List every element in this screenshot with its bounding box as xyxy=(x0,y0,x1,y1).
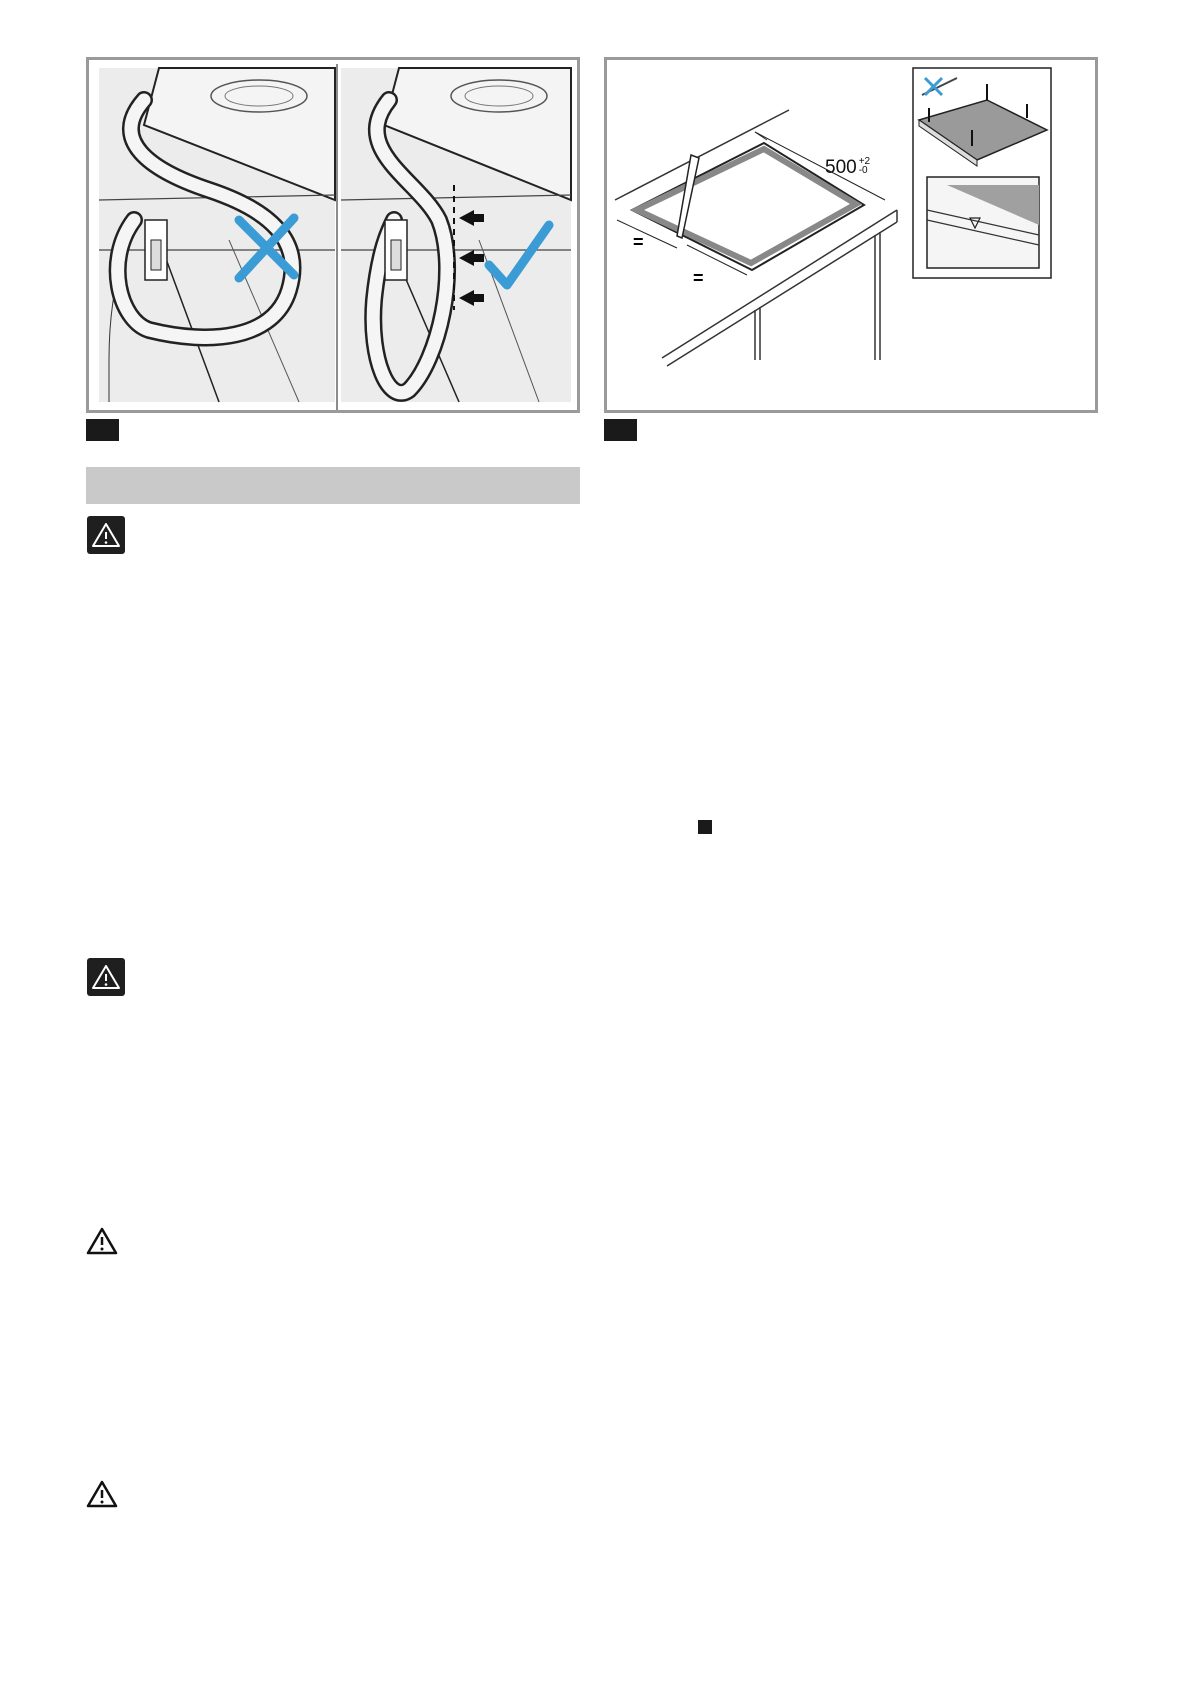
dimension-label xyxy=(825,157,870,179)
tolerance-minus: -0 xyxy=(858,165,868,176)
warning-triangle-icon xyxy=(87,516,125,554)
figure-hose-routing xyxy=(86,57,580,413)
figure-number-tag xyxy=(86,419,119,441)
bullet-square xyxy=(698,820,712,834)
cutout-illustration xyxy=(607,60,1095,410)
warning-triangle-icon xyxy=(86,1479,118,1509)
figure-number-tag xyxy=(604,419,637,441)
figure-cutout-dimensions xyxy=(604,57,1098,413)
dimension-value: 500 xyxy=(825,157,857,178)
tolerance-plus: +2 xyxy=(858,156,871,167)
section-heading-bar xyxy=(86,467,580,504)
warning-triangle-icon xyxy=(87,958,125,996)
equal-mark-1: = xyxy=(633,232,644,252)
warning-triangle-icon xyxy=(86,1226,118,1256)
hose-routing-illustration xyxy=(89,60,577,410)
equal-mark-2: = xyxy=(693,268,704,288)
